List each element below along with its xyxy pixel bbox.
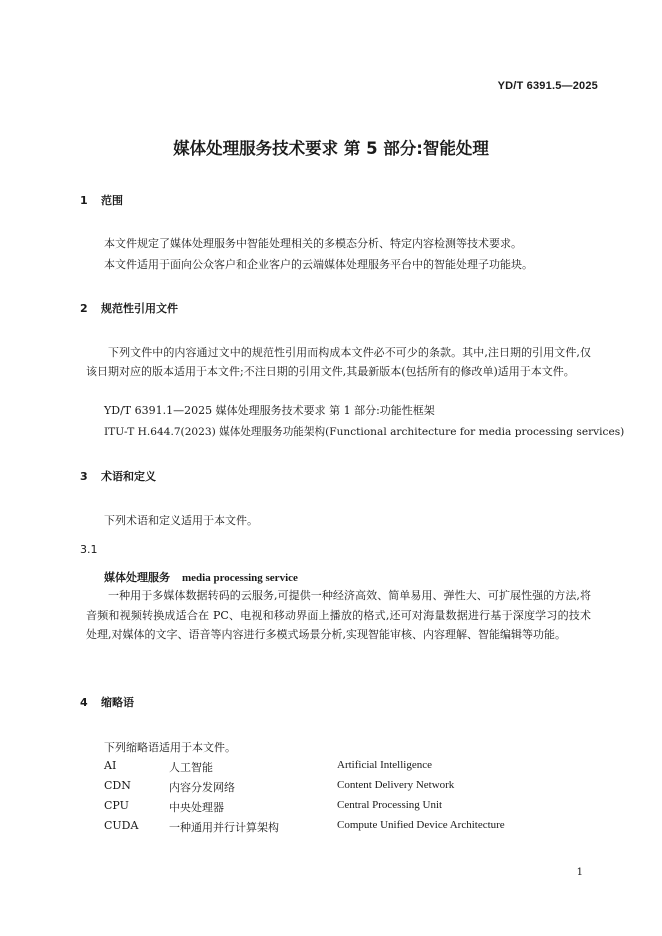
term-entry: [104, 569, 298, 585]
reference-item-1: YD/T 6391.1—2025 媒体处理服务技术要求 第 1 部分:功能性框架: [104, 404, 435, 417]
section-title: 范围: [101, 194, 123, 207]
section-title: 规范性引用文件: [101, 302, 178, 315]
term-chinese: 媒体处理服务: [104, 571, 170, 584]
term-number: 3.1: [80, 543, 98, 556]
section-2-heading: [80, 300, 178, 316]
abbreviations-intro: 下列缩略语适用于本文件。: [104, 741, 236, 754]
abbreviation-row: [104, 819, 584, 835]
abbreviation: CPU: [104, 799, 129, 812]
section-title: 缩略语: [101, 696, 134, 709]
section-number: 4: [80, 696, 88, 709]
term-definition: 一种用于多媒体数据转码的云服务,可提供一种经济高效、简单易用、弹性大、可扩展性强的方法,将音频和视频转换成适合在 PC、电视和移动界面上播放的格式,还可对海量数据进行基于深度学习的技术处理,对媒体的文字、语音等内容进行多模式场景分析,实现智能审核、内容理解、智能编辑等功能。: [86, 589, 591, 641]
section-title: 术语和定义: [101, 470, 156, 483]
document-title: 媒体处理服务技术要求 第 5 部分:智能处理: [173, 139, 489, 158]
section-number: 3: [80, 470, 88, 483]
abbreviation-chinese: 中央处理器: [169, 801, 224, 814]
section-number: 1: [80, 194, 88, 207]
abbreviation-english: Compute Unified Device Architecture: [337, 819, 505, 831]
abbreviation-chinese: 人工智能: [169, 761, 213, 774]
section-1-heading: [80, 192, 123, 208]
reference-item-2: ITU-T H.644.7(2023) 媒体处理服务功能架构(Functional architecture for media processing services): [104, 426, 625, 438]
scope-paragraph-2: 本文件适用于面向公众客户和企业客户的云端媒体处理服务平台中的智能处理子功能块。: [104, 258, 533, 271]
section-number: 2: [80, 302, 88, 315]
abbreviation-chinese: 一种通用并行计算架构: [169, 821, 279, 834]
section-4-heading: [80, 694, 134, 710]
scope-paragraph-1: 本文件规定了媒体处理服务中智能处理相关的多模态分析、特定内容检测等技术要求。: [104, 237, 522, 250]
abbreviation-english: Central Processing Unit: [337, 799, 443, 811]
section-3-heading: [80, 468, 156, 484]
abbreviation-row: [104, 759, 584, 775]
normative-references-intro: 下列文件中的内容通过文中的规范性引用而构成本文件必不可少的条款。其中,注日期的引用文件,仅该日期对应的版本适用于本文件;不注日期的引用文件,其最新版本(包括所有的修改单)适用于本文件。: [86, 346, 591, 378]
document-id: YD/T 6391.5—2025: [497, 80, 598, 92]
page-number: 1: [576, 867, 583, 878]
abbreviation-english: Content Delivery Network: [337, 779, 455, 791]
abbreviation-english: Artificial Intelligence: [337, 759, 432, 771]
terms-intro: 下列术语和定义适用于本文件。: [104, 514, 258, 527]
term-english: media processing service: [182, 572, 298, 584]
abbreviation: CUDA: [104, 819, 139, 832]
abbreviation: AI: [104, 759, 117, 772]
abbreviation-row: [104, 779, 584, 795]
abbreviation: CDN: [104, 779, 131, 792]
abbreviation-chinese: 内容分发网络: [169, 781, 235, 794]
abbreviation-row: [104, 799, 584, 815]
